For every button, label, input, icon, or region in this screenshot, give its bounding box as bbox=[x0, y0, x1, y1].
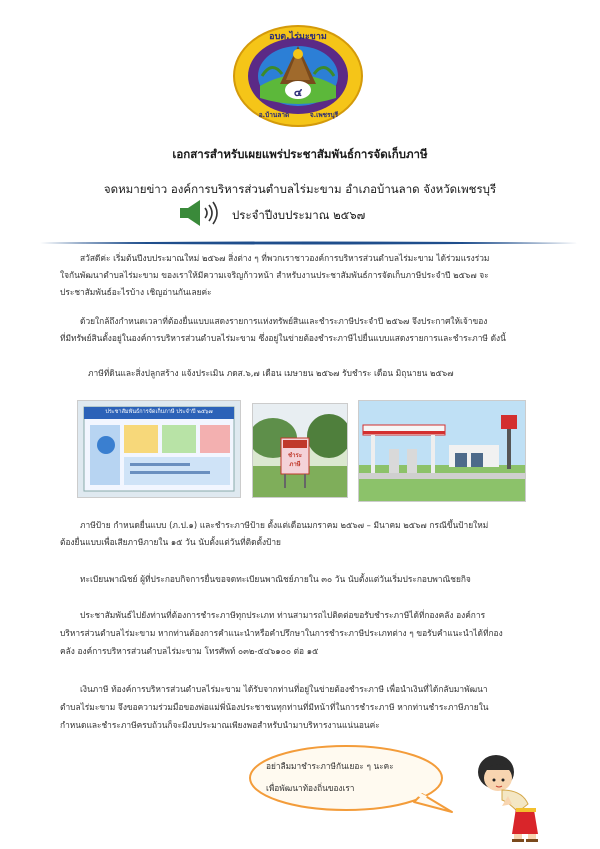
closing-line-2: ตำบลไร่มะขาม จึงขอความร่วมมือของพ่อแม่พี่น้องประชาชนทุกท่านที่มีหน้าที่ในการชำระภาษี หากท่านชำระภาษีภายใน bbox=[60, 702, 489, 712]
logo-bottom-right: จ.เพชรบุรี bbox=[309, 111, 339, 119]
greeting-line-1: สวัสดีค่ะ เริ่มต้นปีงบประมาณใหม่ ๒๕๖๗ สิ่งต่าง ๆ ที่พวกเราชาวองค์การบริหารส่วนตำบลไร่มะขาม ได้ร่วมแรงร่วม bbox=[80, 253, 490, 263]
logo-bottom-left: อ.บ้านลาด bbox=[258, 111, 290, 119]
fiscal-year-label: ประจำปีงบประมาณ ๒๕๖๗ bbox=[232, 208, 366, 222]
commerce-registration: ทะเบียนพาณิชย์ ผู้ที่ประกอบกิจการยื่นขอจดทะเบียนพาณิชย์ภายใน ๓๐ วัน นับตั้งแต่วันเริ่มประกอบพาณิชยกิจ bbox=[80, 574, 471, 584]
header-divider bbox=[40, 231, 578, 237]
document-title: เอกสารสำหรับเผยแพร่ประชาสัมพันธ์การจัดเก็บภาษี bbox=[172, 147, 428, 161]
sign-tax-line-1: ภาษีป้าย กำหนดยื่นแบบ (ภ.ป.๑) และชำระภาษีป้าย ตั้งแต่เดือนมกราคม ๒๕๖๗ – มีนาคม ๒๕๖๗ กรณีขึ้นป้ายใหม่ bbox=[80, 520, 489, 530]
closing-line-1: เงินภาษี ท้องค์การบริหารส่วนตำบลไร่มะขาม ได้รับจากท่านที่อยู่ในข่ายต้องชำระภาษี เพื่อนำเงินที่ได้กลับมาพัฒนา bbox=[80, 684, 488, 694]
obt-logo bbox=[232, 24, 364, 128]
sign-text-2: ภาษี bbox=[289, 461, 301, 468]
contact-line-3: คลัง องค์การบริหารส่วนตำบลไร่มะขาม โทรศัพท์ ๐๓๒-๕๔๖๑๐๐ ต่อ ๑๕ bbox=[60, 646, 319, 656]
speaker-icon bbox=[178, 198, 222, 228]
poster-caption: ประชาสัมพันธ์การจัดเก็บภาษี ประจำปี ๒๕๖๗ bbox=[105, 409, 213, 415]
greeting-line-2: ใจกันพัฒนาตำบลไร่มะขาม ของเราให้มีความเจริญก้าวหน้า สำหรับงานประชาสัมพันธ์การจัดเก็บภาษีประจำปี ๒๕๖๗ จะ bbox=[60, 270, 489, 280]
newsletter-subtitle: จดหมายข่าว องค์การบริหารส่วนตำบลไร่มะขาม อำเภอบ้านลาด จังหวัดเพชรบุรี bbox=[103, 182, 497, 196]
speech-bubble bbox=[246, 742, 454, 822]
contact-line-2: บริหารส่วนตำบลไร่มะขาม หากท่านต้องการคำแนะนำหรือคำปรึกษาในการชำระภาษีประเภทต่าง ๆ ขอรับคำแนะนำได้ที่กอง bbox=[60, 628, 503, 638]
contact-line-1: ประชาสัมพันธ์ไปยังท่านที่ต้องการชำระภาษีทุกประเภท ท่านสามารถไปติดต่อขอรับชำระภาษีได้ที่กองคลัง องค์การ bbox=[80, 610, 486, 620]
bowing-character-icon bbox=[472, 750, 546, 838]
logo-numeral: ๔ bbox=[293, 86, 303, 99]
deadline-line-1: ด้วยใกล้ถึงกำหนดเวลาที่ต้องยื่นแบบแสดงรายการแห่งทรัพย์สินและชำระภาษีประจำปี ๒๕๖๗ จึงประกาศให้เจ้าของ bbox=[80, 316, 488, 326]
tax-sign-photo bbox=[252, 403, 348, 498]
bubble-line-2: เพื่อพัฒนาท้องถิ่นของเรา bbox=[266, 783, 355, 793]
tax-poster-photo bbox=[77, 400, 241, 498]
land-tax-schedule: ภาษีที่ดินและสิ่งปลูกสร้าง แจ้งประเมิน ภดส.๖,๗ เดือน เมษายน ๒๕๖๗ รับชำระ เดือน มิถุนายน ๒๕๖๗ bbox=[88, 368, 454, 378]
closing-line-3: กำหนดและชำระภาษีครบถ้วนก็จะมีงบประมาณเพียงพอสำหรับนำมาบริหารงานแน่นอนค่ะ bbox=[60, 720, 380, 730]
bubble-line-1: อย่าลืมมาชำระภาษีกันเยอะ ๆ นะคะ bbox=[266, 761, 394, 771]
greeting-line-3: ประชาสัมพันธ์อะไรบ้าง เชิญอ่านกันเลยค่ะ bbox=[60, 287, 212, 297]
gas-station-photo bbox=[358, 400, 526, 502]
sign-text-1: ชำระ bbox=[288, 452, 302, 459]
sign-tax-line-2: ต้องยื่นแบบเพื่อเสียภาษีภายใน ๑๕ วัน นับตั้งแต่วันที่ติดตั้งป้าย bbox=[60, 537, 281, 547]
deadline-line-2: ที่มีทรัพย์สินตั้งอยู่ในองค์การบริหารส่วนตำบลไร่มะขาม ซึ่งอยู่ในข่ายต้องชำระภาษีไปยื่นแบบแสดงรายการและชำระภาษี ดังนี้ bbox=[60, 333, 506, 343]
logo-top-text: อบต.ไร่มะขาม bbox=[269, 32, 327, 42]
